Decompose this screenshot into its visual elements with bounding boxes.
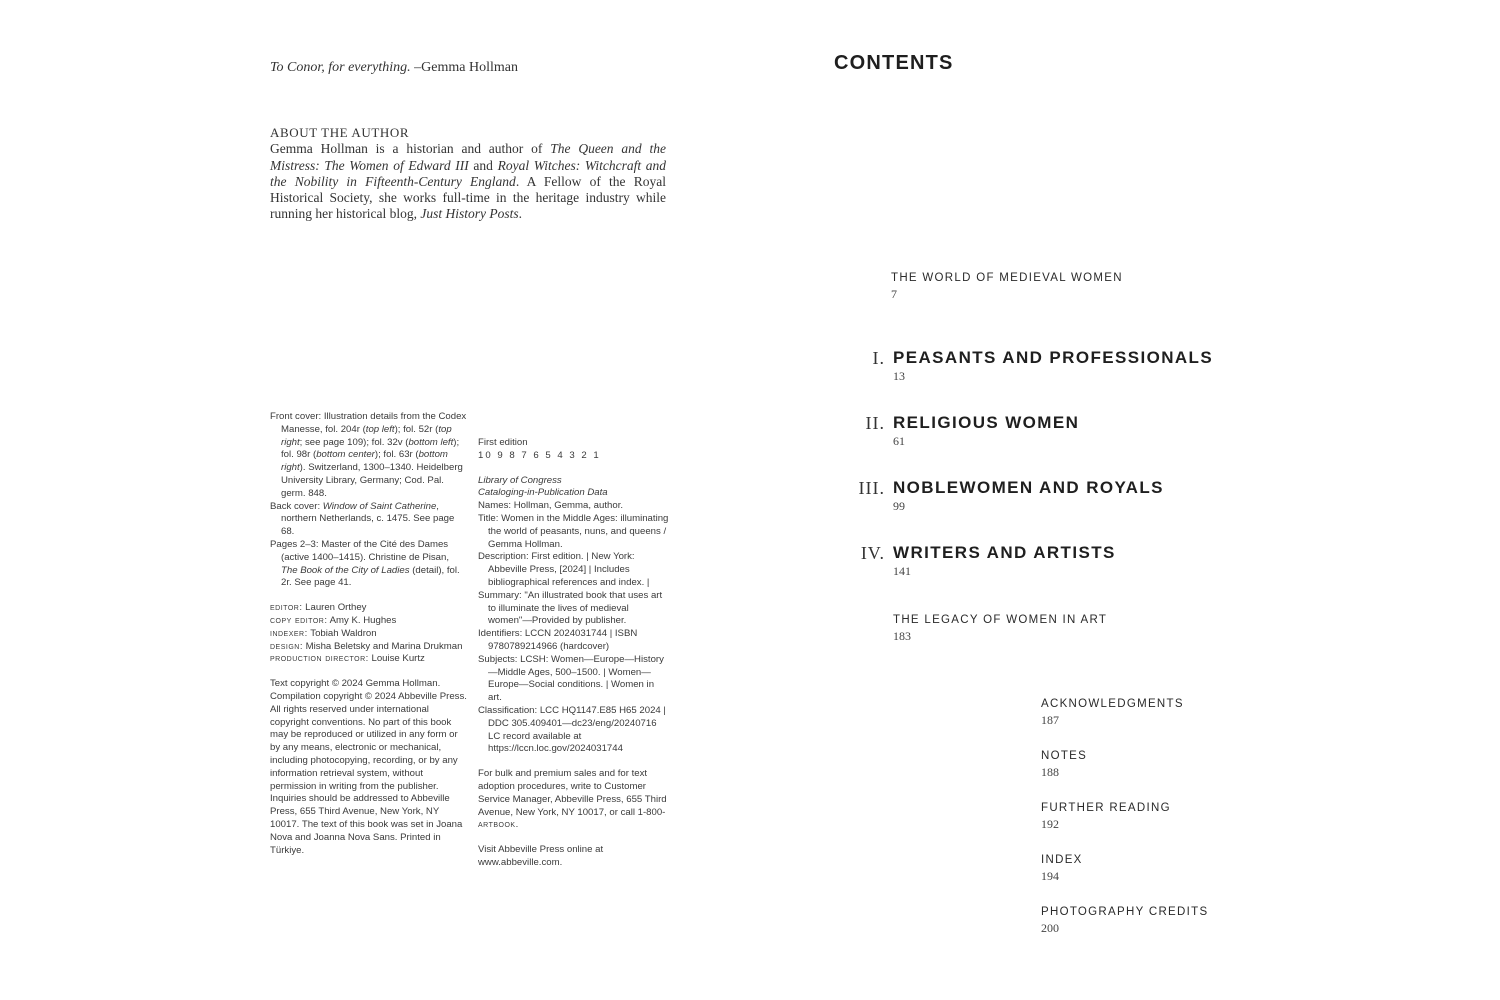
cip-description: Description: First edition. | New York: Abbeville Press, [2024] | Includes bibliographical references and index. | [478, 551, 650, 588]
toc-entry-page: 183 [893, 629, 911, 643]
staff-production: production director: Louise Kurtz [270, 653, 425, 665]
toc-entry-acknowledgments[interactable] [1041, 698, 1184, 728]
toc-chapter-3[interactable] [858, 478, 1164, 514]
toc-entry-label: NOTES [1041, 750, 1088, 762]
about-the-author [270, 125, 666, 223]
visit-online: Visit Abbeville Press online at www.abbeville.com. [478, 844, 604, 868]
copyright-notice: Text copyright © 2024 Gemma Hollman. Compilation copyright © 2024 Abbeville Press. All rights reserved under international copyright conventions. No part of this book may be reproduced or utilized in any form or by any means, electronic or mechanical, including photocopying, recording, or by any information retrieval system, without permission in writing from the publisher. Inquiries should be addressed to Abbeville Press, 655 Third Avenue, New York, NY 10017. The text of this book was set in Joana Nova and Joanna Nova Sans. Printed in Türkiye. [270, 678, 467, 856]
about-text: Gemma Hollman is a historian and author of [270, 141, 551, 157]
staff-indexer: indexer: Tobiah Waldron [270, 627, 377, 639]
chapter-title: PEASANTS AND PROFESSIONALS [893, 348, 1214, 367]
staff-design: design: Misha Beletsky and Marina Drukman [270, 640, 463, 652]
front-cover-credit: Front cover: Illustration details from the Codex Manesse, fol. 204r (top left); fol. 52r (top right; see page 109); fol. 32v (bottom left); fol. 98r (bottom center); fol. 63r (bottom right). Switzerland, 1300–1340. Heidelberg University Library, Germany; Cod. Pal. germ. 848. [270, 411, 467, 499]
chapter-title: WRITERS AND ARTISTS [893, 543, 1116, 562]
chapter-number: III. [858, 478, 885, 498]
cip-subjects: Subjects: LCSH: Women—Europe—History—Middle Ages, 500–1500. | Women—Europe—Social conditions. | Women in art. [478, 653, 664, 704]
pages-credit: Pages 2–3: Master of the Cité des Dames (active 1400–1415). Christine de Pisan, The Book of the City of Ladies (detail), fol. 2r. See page 41. [270, 538, 460, 589]
credits-column [270, 411, 468, 867]
cip-summary: Summary: "An illustrated book that uses art to illuminate the lives of medieval women"—Provided by publisher. [478, 589, 663, 627]
loc-heading-1: Library of Congress [478, 474, 562, 486]
chapter-page: 99 [893, 499, 905, 513]
book-title: The Queen and the Mistress: The Women of Edward III [270, 141, 666, 173]
toc-entry-label: THE WORLD OF MEDIEVAL WOMEN [891, 272, 1123, 284]
toc-entry-page: 192 [1041, 817, 1059, 831]
about-text: . [518, 206, 522, 222]
toc-entry-label: INDEX [1041, 854, 1083, 866]
cip-identifiers: Identifiers: LCCN 2024031744 | ISBN 9780789214966 (hardcover) [478, 628, 638, 652]
staff-list [270, 602, 468, 666]
cip-names: Names: Hollman, Gemma, author. [478, 500, 624, 512]
blog-title: Just History Posts [420, 206, 519, 222]
about-heading: ABOUT THE AUTHOR [270, 125, 410, 140]
book-title: Royal Witches: Witchcraft and the Nobility in Fifteenth-Century England [270, 157, 667, 189]
staff-copy-editor: copy editor: Amy K. Hughes [270, 614, 397, 626]
toc-chapter-1[interactable] [872, 348, 1214, 384]
toc-entry-label: ACKNOWLEDGMENTS [1041, 698, 1184, 710]
about-text: . A Fellow of the Royal Historical Society, she works full-time in the heritage industry while running her historical blog, [270, 173, 666, 222]
toc-entry-further-reading[interactable] [1041, 802, 1171, 832]
bulk-sales: For bulk and premium sales and for text adoption procedures, write to Customer Service Manager, Abbeville Press, 655 Third Avenue, New York, NY 10017, or call 1-800-artbook. [478, 768, 667, 831]
toc-entry-intro[interactable] [891, 272, 1123, 302]
dedication [270, 60, 518, 76]
chapter-number: II. [865, 413, 885, 433]
cip-classification: Classification: LCC HQ1147.E85 H65 2024 | DDC 305.409401—dc23/eng/20240716 LC record available at https://lccn.loc.gov/2024031744 [478, 704, 666, 755]
contents-title: CONTENTS [834, 52, 954, 74]
toc-entry-notes[interactable] [1041, 750, 1087, 780]
about-text: and [468, 157, 498, 173]
toc-entry-label: THE LEGACY OF WOMEN IN ART [893, 614, 1108, 626]
dedication-text: To Conor, for everything. [270, 60, 411, 75]
chapter-page: 61 [893, 434, 905, 448]
edition: First edition [478, 437, 528, 448]
cip-column [478, 437, 670, 870]
toc-entry-page: 188 [1041, 765, 1059, 779]
toc-chapter-4[interactable] [860, 543, 1116, 579]
print-line: 10 9 8 7 6 5 4 3 2 1 [478, 449, 601, 461]
chapter-title: NOBLEWOMEN AND ROYALS [893, 478, 1164, 497]
toc-entry-page: 7 [891, 287, 897, 301]
loc-heading-2: Cataloging-in-Publication Data [478, 487, 608, 499]
chapter-number: IV. [860, 543, 885, 563]
toc-entry-index[interactable] [1041, 854, 1083, 884]
toc-entry-legacy[interactable] [893, 614, 1107, 644]
toc-entry-page: 200 [1041, 921, 1059, 935]
dedication-author: –Gemma Hollman [410, 60, 518, 75]
chapter-page: 13 [893, 369, 905, 383]
toc-entry-page: 187 [1041, 713, 1059, 727]
staff-editor: editor: Lauren Orthey [270, 602, 367, 614]
chapter-page: 141 [893, 564, 911, 578]
back-cover-credit: Back cover: Window of Saint Catherine, northern Netherlands, c. 1475. See page 68. [270, 500, 455, 538]
chapter-title: RELIGIOUS WOMEN [893, 413, 1080, 432]
toc-entry-label: PHOTOGRAPHY CREDITS [1041, 906, 1209, 918]
toc-chapter-2[interactable] [865, 413, 1080, 449]
toc-entry-label: FURTHER READING [1041, 802, 1171, 814]
toc-entry-photography-credits[interactable] [1041, 906, 1208, 936]
chapter-number: I. [872, 348, 885, 368]
toc-entry-page: 194 [1041, 869, 1059, 883]
cip-title: Title: Women in the Middle Ages: illuminating the world of peasants, nuns, and queens / Gemma Hollman. [478, 512, 669, 550]
